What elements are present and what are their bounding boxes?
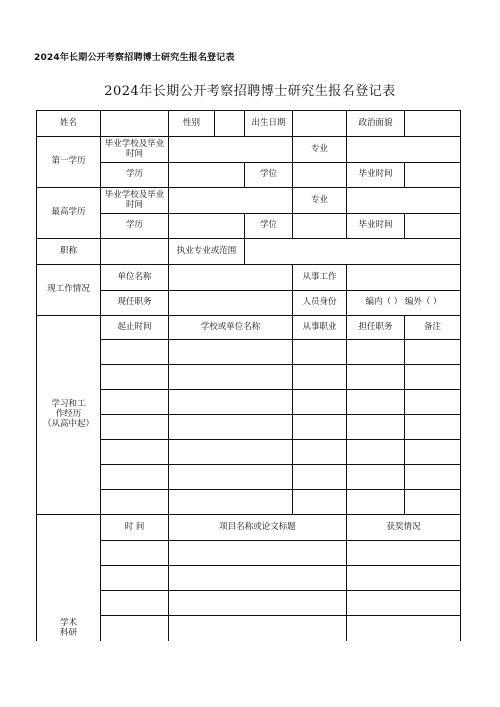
first-degree-gradtime-value[interactable] (405, 163, 461, 188)
academic-cell[interactable] (169, 541, 347, 566)
position-value[interactable] (169, 291, 293, 316)
history-cell[interactable] (293, 390, 347, 415)
history-label-line-3: （从高中起） (42, 418, 94, 429)
academic-header-project: 项目名称或论文标题 (169, 515, 347, 541)
history-cell[interactable] (101, 440, 169, 465)
history-cell[interactable] (405, 390, 461, 415)
history-cell[interactable] (405, 440, 461, 465)
first-degree-row-1 (37, 137, 461, 163)
academic-section-label (37, 515, 101, 641)
academic-cell[interactable] (169, 591, 347, 616)
history-cell[interactable] (101, 390, 169, 415)
highest-degree-label: 最高学历 (37, 188, 101, 239)
history-row (37, 490, 461, 515)
academic-cell[interactable] (169, 566, 347, 591)
academic-header-time: 时 间 (101, 515, 169, 541)
highest-degree-row-2 (37, 214, 461, 239)
politics-label: 政治面貌 (347, 111, 405, 137)
practice-scope-label: 执业专业或范围 (169, 239, 245, 265)
gender-label: 性别 (169, 111, 215, 137)
history-cell[interactable] (405, 340, 461, 365)
highest-degree-major-value[interactable] (347, 188, 461, 214)
history-cell[interactable] (347, 390, 405, 415)
first-degree-degree-label: 学位 (245, 163, 293, 188)
header-line: 2024年长期公开考察招聘博士研究生报名登记表 (34, 53, 235, 63)
highest-degree-degree-label: 学位 (245, 214, 293, 239)
form-title: 2024年长期公开考察招聘博士研究生报名登记表 (104, 84, 396, 99)
history-cell[interactable] (169, 340, 293, 365)
politics-value[interactable] (405, 111, 461, 137)
gender-value[interactable] (215, 111, 245, 137)
history-header-remark: 备注 (405, 316, 461, 340)
history-header-org: 学校或单位名称 (169, 316, 293, 340)
first-degree-gradtime-label: 毕业时间 (347, 163, 405, 188)
history-cell[interactable] (347, 340, 405, 365)
history-header-row (37, 316, 461, 340)
highest-degree-major-label: 专业 (293, 188, 347, 214)
first-degree-school-value[interactable] (169, 137, 293, 163)
history-cell[interactable] (101, 365, 169, 390)
academic-cell[interactable] (169, 616, 347, 641)
history-header-period: 起止时间 (101, 316, 169, 340)
birth-label: 出生日期 (245, 111, 293, 137)
academic-cell[interactable] (347, 566, 461, 591)
academic-label-line-2: 科研 (59, 627, 77, 638)
basic-info-row (37, 111, 461, 137)
work-row-2 (37, 291, 461, 316)
history-cell[interactable] (169, 440, 293, 465)
history-label-line-1: 学习和工 (51, 399, 86, 410)
first-degree-label: 第一学历 (37, 137, 101, 188)
highest-degree-school-value[interactable] (169, 188, 293, 214)
history-cell[interactable] (405, 365, 461, 390)
practice-scope-value[interactable] (245, 239, 461, 265)
highest-degree-education-label: 学历 (101, 214, 169, 239)
highest-degree-gradtime-value[interactable] (405, 214, 461, 239)
history-cell[interactable] (169, 365, 293, 390)
history-cell[interactable] (169, 465, 293, 490)
history-cell[interactable] (293, 465, 347, 490)
history-cell[interactable] (101, 465, 169, 490)
first-degree-major-label: 专业 (293, 137, 347, 163)
history-cell[interactable] (293, 490, 347, 515)
first-degree-school-label: 毕业学校及毕业时间 (101, 137, 169, 163)
history-cell[interactable] (347, 465, 405, 490)
academic-cell[interactable] (347, 591, 461, 616)
name-value[interactable] (101, 111, 169, 137)
academic-row (37, 616, 461, 641)
history-row (37, 415, 461, 440)
academic-cell[interactable] (101, 616, 169, 641)
history-cell[interactable] (169, 490, 293, 515)
unit-name-label: 单位名称 (101, 265, 169, 291)
history-row (37, 340, 461, 365)
highest-degree-gradtime-label: 毕业时间 (347, 214, 405, 239)
history-cell[interactable] (293, 415, 347, 440)
academic-row (37, 591, 461, 616)
history-cell[interactable] (101, 415, 169, 440)
first-degree-major-value[interactable] (347, 137, 461, 163)
highest-degree-degree-value[interactable] (293, 214, 347, 239)
professional-title-label: 职称 (37, 239, 101, 265)
engaged-work-label: 从事工作 (293, 265, 347, 291)
history-row (37, 440, 461, 465)
history-cell[interactable] (101, 340, 169, 365)
name-label: 姓名 (37, 111, 101, 137)
identity-options[interactable]: 编内（ ） 编外（ ） (347, 291, 461, 316)
first-degree-education-label: 学历 (101, 163, 169, 188)
academic-header-row (37, 515, 461, 541)
history-cell[interactable] (293, 365, 347, 390)
academic-cell[interactable] (101, 541, 169, 566)
academic-label-line-1: 学术 (59, 617, 77, 628)
history-cell[interactable] (405, 465, 461, 490)
highest-degree-education-value[interactable] (169, 214, 245, 239)
position-label: 现任职务 (101, 291, 169, 316)
registration-table (36, 110, 461, 641)
current-work-label: 现工作情况 (37, 265, 101, 316)
academic-cell[interactable] (347, 541, 461, 566)
history-row (37, 365, 461, 390)
professional-title-row (37, 239, 461, 265)
history-cell[interactable] (293, 340, 347, 365)
history-label-line-2: 作经历 (55, 409, 82, 420)
first-degree-degree-value[interactable] (293, 163, 347, 188)
highest-degree-row-1 (37, 188, 461, 214)
history-header-post: 担任职务 (347, 316, 405, 340)
history-cell[interactable] (405, 490, 461, 515)
work-row-1 (37, 265, 461, 291)
unit-name-value[interactable] (169, 265, 293, 291)
academic-row (37, 541, 461, 566)
academic-cell[interactable] (347, 616, 461, 641)
highest-degree-school-label: 毕业学校及毕业时间 (101, 188, 169, 214)
history-cell[interactable] (101, 490, 169, 515)
first-degree-education-value[interactable] (169, 163, 245, 188)
academic-row (37, 566, 461, 591)
academic-cell[interactable] (101, 591, 169, 616)
history-row (37, 465, 461, 490)
engaged-work-value[interactable] (347, 265, 461, 291)
history-cell[interactable] (293, 440, 347, 465)
academic-header-award: 获奖情况 (347, 515, 461, 541)
academic-cell[interactable] (101, 566, 169, 591)
history-cell[interactable] (347, 365, 405, 390)
history-row (37, 390, 461, 415)
birth-value[interactable] (293, 111, 347, 137)
history-cell[interactable] (169, 415, 293, 440)
history-cell[interactable] (347, 490, 405, 515)
history-cell[interactable] (405, 415, 461, 440)
history-section-label (37, 316, 101, 515)
identity-label: 人员身份 (293, 291, 347, 316)
first-degree-row-2 (37, 163, 461, 188)
professional-title-value[interactable] (101, 239, 169, 265)
history-cell[interactable] (347, 440, 405, 465)
history-header-occupation: 从事职业 (293, 316, 347, 340)
history-cell[interactable] (169, 390, 293, 415)
history-cell[interactable] (347, 415, 405, 440)
